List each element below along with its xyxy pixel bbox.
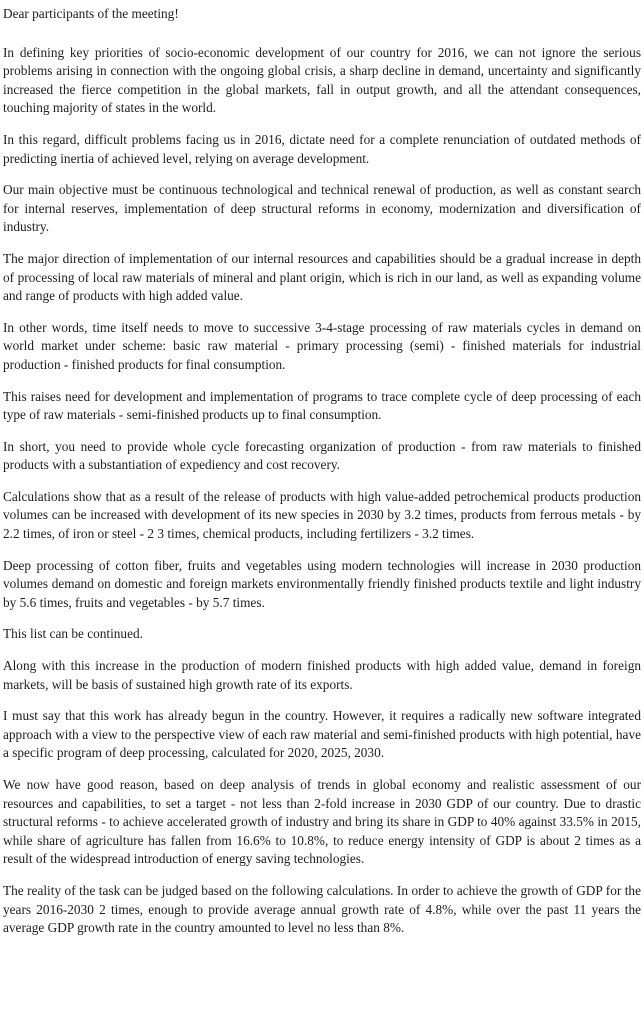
body-paragraph-8: Calculations show that as a result of the release of products with high value-added petrochemical products production volumes can be increased with development of its new species in 2030 by 3.2 times, products from ferrous metals - by 2.2 times, of iron or steel - 2 3 times, chemical products, including fertilizers - 3.2 times.: [3, 488, 641, 542]
salutation-paragraph: Dear participants of the meeting!: [3, 6, 179, 21]
body-paragraph-10: This list can be continued.: [3, 626, 143, 642]
body-paragraph-5: In other words, time itself needs to move to successive 3-4-stage processing of raw materials cycles in demand on world market under scheme: basic raw material - primary processing (semi) - finished materials for industrial production - finished products for final consumption.: [3, 319, 641, 372]
body-paragraph-13: We now have good reason, based on deep analysis of trends in global economy and realistic assessment of our resources and capabilities, to set a target - not less than 2-fold increase in 2030 GDP of our country. Due to drastic structural reforms - to achieve accelerated growth of industry and bring its share in GDP to 40% against 33.5% in 2015, while share of agriculture has fallen from 16.6% to 10.8%, to reduce energy intensity of GDP is about 2 times as a result of the widespread introduction of energy saving technologies.: [3, 777, 641, 867]
body-paragraph-6: This raises need for development and implementation of programs to trace complete cycle of deep processing of each type of raw materials - semi-finished products up to final consumption.: [3, 388, 641, 423]
body-paragraph-4: The major direction of implementation of our internal resources and capabilities should be a gradual increase in depth of processing of local raw materials of mineral and plant origin, which is rich in our land, as well as expanding volume and range of products with high added value.: [3, 250, 641, 304]
body-paragraph-9: Deep processing of cotton fiber, fruits and vegetables using modern technologies will increase in 2030 production volumes demand on domestic and foreign markets environmentally friendly finished products textile and light industry by 5.6 times, fruits and vegetables - by 5.7 times.: [3, 557, 641, 610]
body-paragraph-12: I must say that this work has already begun in the country. However, it requires a radically new software integrated approach with a view to the perspective view of each raw material and semi-finished products with high potential, have a specific program of deep processing, calculated for 2020, 2025, 2030.: [3, 708, 641, 761]
body-paragraph-2: In this regard, difficult problems facing us in 2016, dictate need for a complete renunciation of outdated methods of predicting inertia of achieved level, relying on average development.: [3, 131, 641, 166]
body-paragraph-14: The reality of the task can be judged based on the following calculations. In order to achieve the growth of GDP for the years 2016-2030 2 times, enough to provide average annual growth rate of 4.8%, while over the past 11 years the average GDP growth rate in the country amounted to level no less than 8%.: [3, 882, 641, 936]
document-body: [3, 5, 641, 938]
body-paragraph-3: Our main objective must be continuous technological and technical renewal of production, as well as constant search for internal reserves, implementation of deep structural reforms in economy, modernization and diversification of industry.: [3, 182, 641, 235]
body-paragraph-1: In defining key priorities of socio-economic development of our country for 2016, we can not ignore the serious problems arising in connection with the ongoing global crisis, a sharp decline in demand, uncertainty and significantly increased the fierce competition in the global markets, fall in output growth, and all the attendant consequences, touching majority of states in the world.: [3, 44, 641, 116]
body-paragraph-7: In short, you need to provide whole cycle forecasting organization of production - from raw materials to finished products with a substantiation of expediency and cost recovery.: [3, 438, 641, 473]
body-paragraph-11: Along with this increase in the production of modern finished products with high added value, demand in foreign markets, will be basis of sustained high growth rate of its exports.: [3, 658, 641, 692]
